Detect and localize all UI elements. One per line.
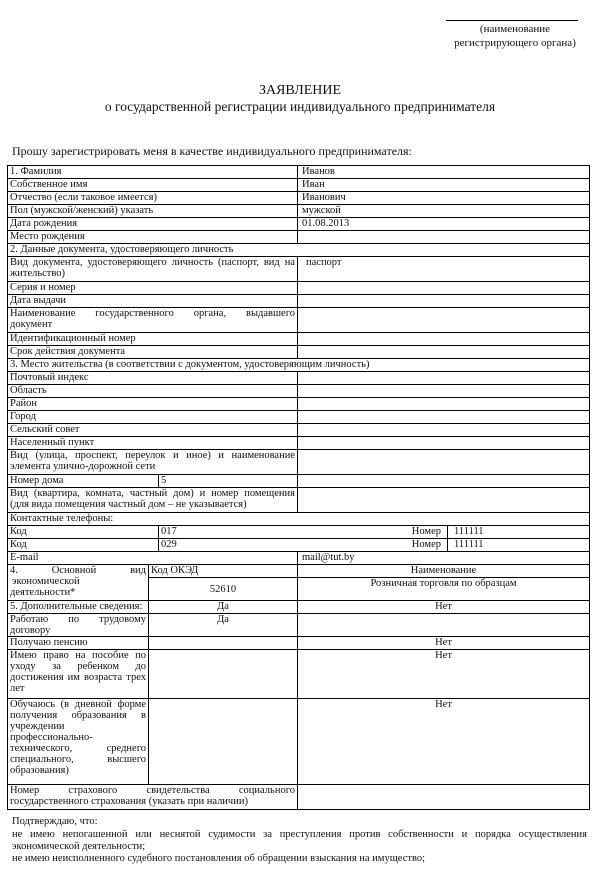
- activity-name-value[interactable]: Розничная торговля по образцам: [297, 577, 590, 601]
- pension-label: Получаю пенсию: [7, 636, 149, 650]
- birthplace-label: Место рождения: [7, 230, 298, 244]
- patronymic-value[interactable]: Иванович: [297, 191, 590, 205]
- house-extra-value[interactable]: [297, 474, 590, 488]
- study-label: Обучаюсь (в дневной форме получения образования в учреждении профессионально- технического, среднего специального, высшего образования): [7, 698, 149, 785]
- settlement-value[interactable]: [297, 436, 590, 450]
- phone1-number-value[interactable]: 111111: [447, 525, 590, 539]
- activity-name-label: Наименование: [297, 564, 590, 578]
- series-value[interactable]: [297, 281, 590, 295]
- signature-line: [446, 20, 578, 21]
- request-text: Прошу зарегистрировать меня в качестве индивидуального предпринимателя:: [12, 144, 412, 158]
- residence-section-header: 3. Место жительства (в соответствии с документом, удостоверяющим личность): [7, 358, 590, 372]
- email-label: E-mail: [7, 551, 298, 565]
- phone2-number-label: Номер: [297, 538, 448, 552]
- sex-label: Пол (мужской/женский) указать: [7, 204, 298, 218]
- house-label: Номер дома: [7, 474, 159, 488]
- confirm-line-2: не имею неисполненного судебного постановления об обращении взыскания на имущество;: [12, 853, 426, 864]
- allowance-label: Имею право на пособие по уходу за ребенком до достижения им возраста трех лет: [7, 649, 149, 699]
- village-council-label: Сельский совет: [7, 423, 298, 437]
- doctype-value[interactable]: паспорт: [297, 256, 590, 282]
- settlement-label: Населенный пункт: [7, 436, 298, 450]
- registering-authority-caption: (наименование регистрирующего органа): [454, 23, 576, 49]
- birthplace-value[interactable]: [297, 230, 590, 244]
- contract-yes[interactable]: Да: [148, 613, 298, 637]
- email-value[interactable]: mail@tut.by: [297, 551, 590, 565]
- phone1-number-label: Номер: [297, 525, 448, 539]
- allowance-no[interactable]: Нет: [297, 649, 590, 699]
- study-no[interactable]: Нет: [297, 698, 590, 785]
- pension-yes[interactable]: [148, 636, 298, 650]
- pension-no[interactable]: Нет: [297, 636, 590, 650]
- confirm-line-1b: экономической деятельности;: [12, 841, 146, 852]
- document-title: ЗАЯВЛЕНИЕ: [258, 83, 342, 98]
- insurance-label: Номер страхового свидетельства социального государственного страхования (указать при наличии): [7, 784, 298, 810]
- birthdate-value[interactable]: 01.08.2013: [297, 217, 590, 231]
- extra-section-header: 5. Дополнительные сведения:: [7, 600, 149, 614]
- allowance-yes[interactable]: [148, 649, 298, 699]
- phone2-code-label: Код: [7, 538, 159, 552]
- contract-label: Работаю по трудовому договору: [7, 613, 149, 637]
- room-value[interactable]: [297, 487, 590, 513]
- confirm-heading: Подтверждаю, что:: [12, 816, 98, 827]
- name-label: Собственное имя: [7, 178, 298, 192]
- street-label: Вид (улица, проспект, переулок и иное) и наименование элемента улично-дорожной сети: [7, 449, 298, 475]
- phone1-code-value[interactable]: 017: [158, 525, 448, 539]
- yes-header: Да: [148, 600, 298, 614]
- series-label: Серия и номер: [7, 281, 298, 295]
- street-value[interactable]: [297, 449, 590, 475]
- phone2-number-value[interactable]: 111111: [447, 538, 590, 552]
- sex-value[interactable]: мужской: [297, 204, 590, 218]
- district-label: Район: [7, 397, 298, 411]
- okved-value[interactable]: 52610: [148, 577, 298, 601]
- idnum-value[interactable]: [297, 332, 590, 346]
- district-value[interactable]: [297, 397, 590, 411]
- validity-label: Срок действия документа: [7, 345, 298, 359]
- document-subtitle: о государственной регистрации индивидуального предпринимателя: [104, 99, 496, 114]
- postal-label: Почтовый индекс: [7, 371, 298, 385]
- room-label: Вид (квартира, комната, частный дом) и номер помещения (для вида помещения частный дом – не указывается): [7, 487, 298, 513]
- city-label: Город: [7, 410, 298, 424]
- house-value[interactable]: 5: [158, 474, 298, 488]
- phone1-code-label: Код: [7, 525, 159, 539]
- issue-date-label: Дата выдачи: [7, 294, 298, 308]
- doctype-label: Вид документа, удостоверяющего личность (паспорт, вид на жительство): [7, 256, 298, 282]
- phone2-code-value[interactable]: 029: [158, 538, 448, 552]
- phones-header: Контактные телефоны:: [7, 512, 590, 526]
- surname-label: 1. Фамилия: [7, 165, 298, 179]
- name-value[interactable]: Иван: [297, 178, 590, 192]
- identity-section-header: 2. Данные документа, удостоверяющего личность: [7, 243, 590, 257]
- postal-value[interactable]: [297, 371, 590, 385]
- issue-date-value[interactable]: [297, 294, 590, 308]
- study-yes[interactable]: [148, 698, 298, 785]
- contract-no[interactable]: [297, 613, 590, 637]
- birthdate-label: Дата рождения: [7, 217, 298, 231]
- village-council-value[interactable]: [297, 423, 590, 437]
- region-value[interactable]: [297, 384, 590, 398]
- city-value[interactable]: [297, 410, 590, 424]
- surname-value[interactable]: Иванов: [297, 165, 590, 179]
- issuer-label: Наименование государственного органа, выдавшего документ: [7, 307, 298, 333]
- validity-value[interactable]: [297, 345, 590, 359]
- confirm-line-1a: не имею непогашенной или неснятой судимости за преступления против собственности и порядка осуществления: [12, 829, 587, 840]
- no-header: Нет: [297, 600, 590, 614]
- issuer-value[interactable]: [297, 307, 590, 333]
- insurance-value[interactable]: [297, 784, 590, 810]
- patronymic-label: Отчество (если таковое имеется): [7, 191, 298, 205]
- idnum-label: Идентификационный номер: [7, 332, 298, 346]
- okved-label: Код ОКЭД: [148, 564, 298, 578]
- region-label: Область: [7, 384, 298, 398]
- activity-label: 4. Основной вид экономической деятельности*: [7, 564, 149, 601]
- application-form-table: [8, 166, 590, 813]
